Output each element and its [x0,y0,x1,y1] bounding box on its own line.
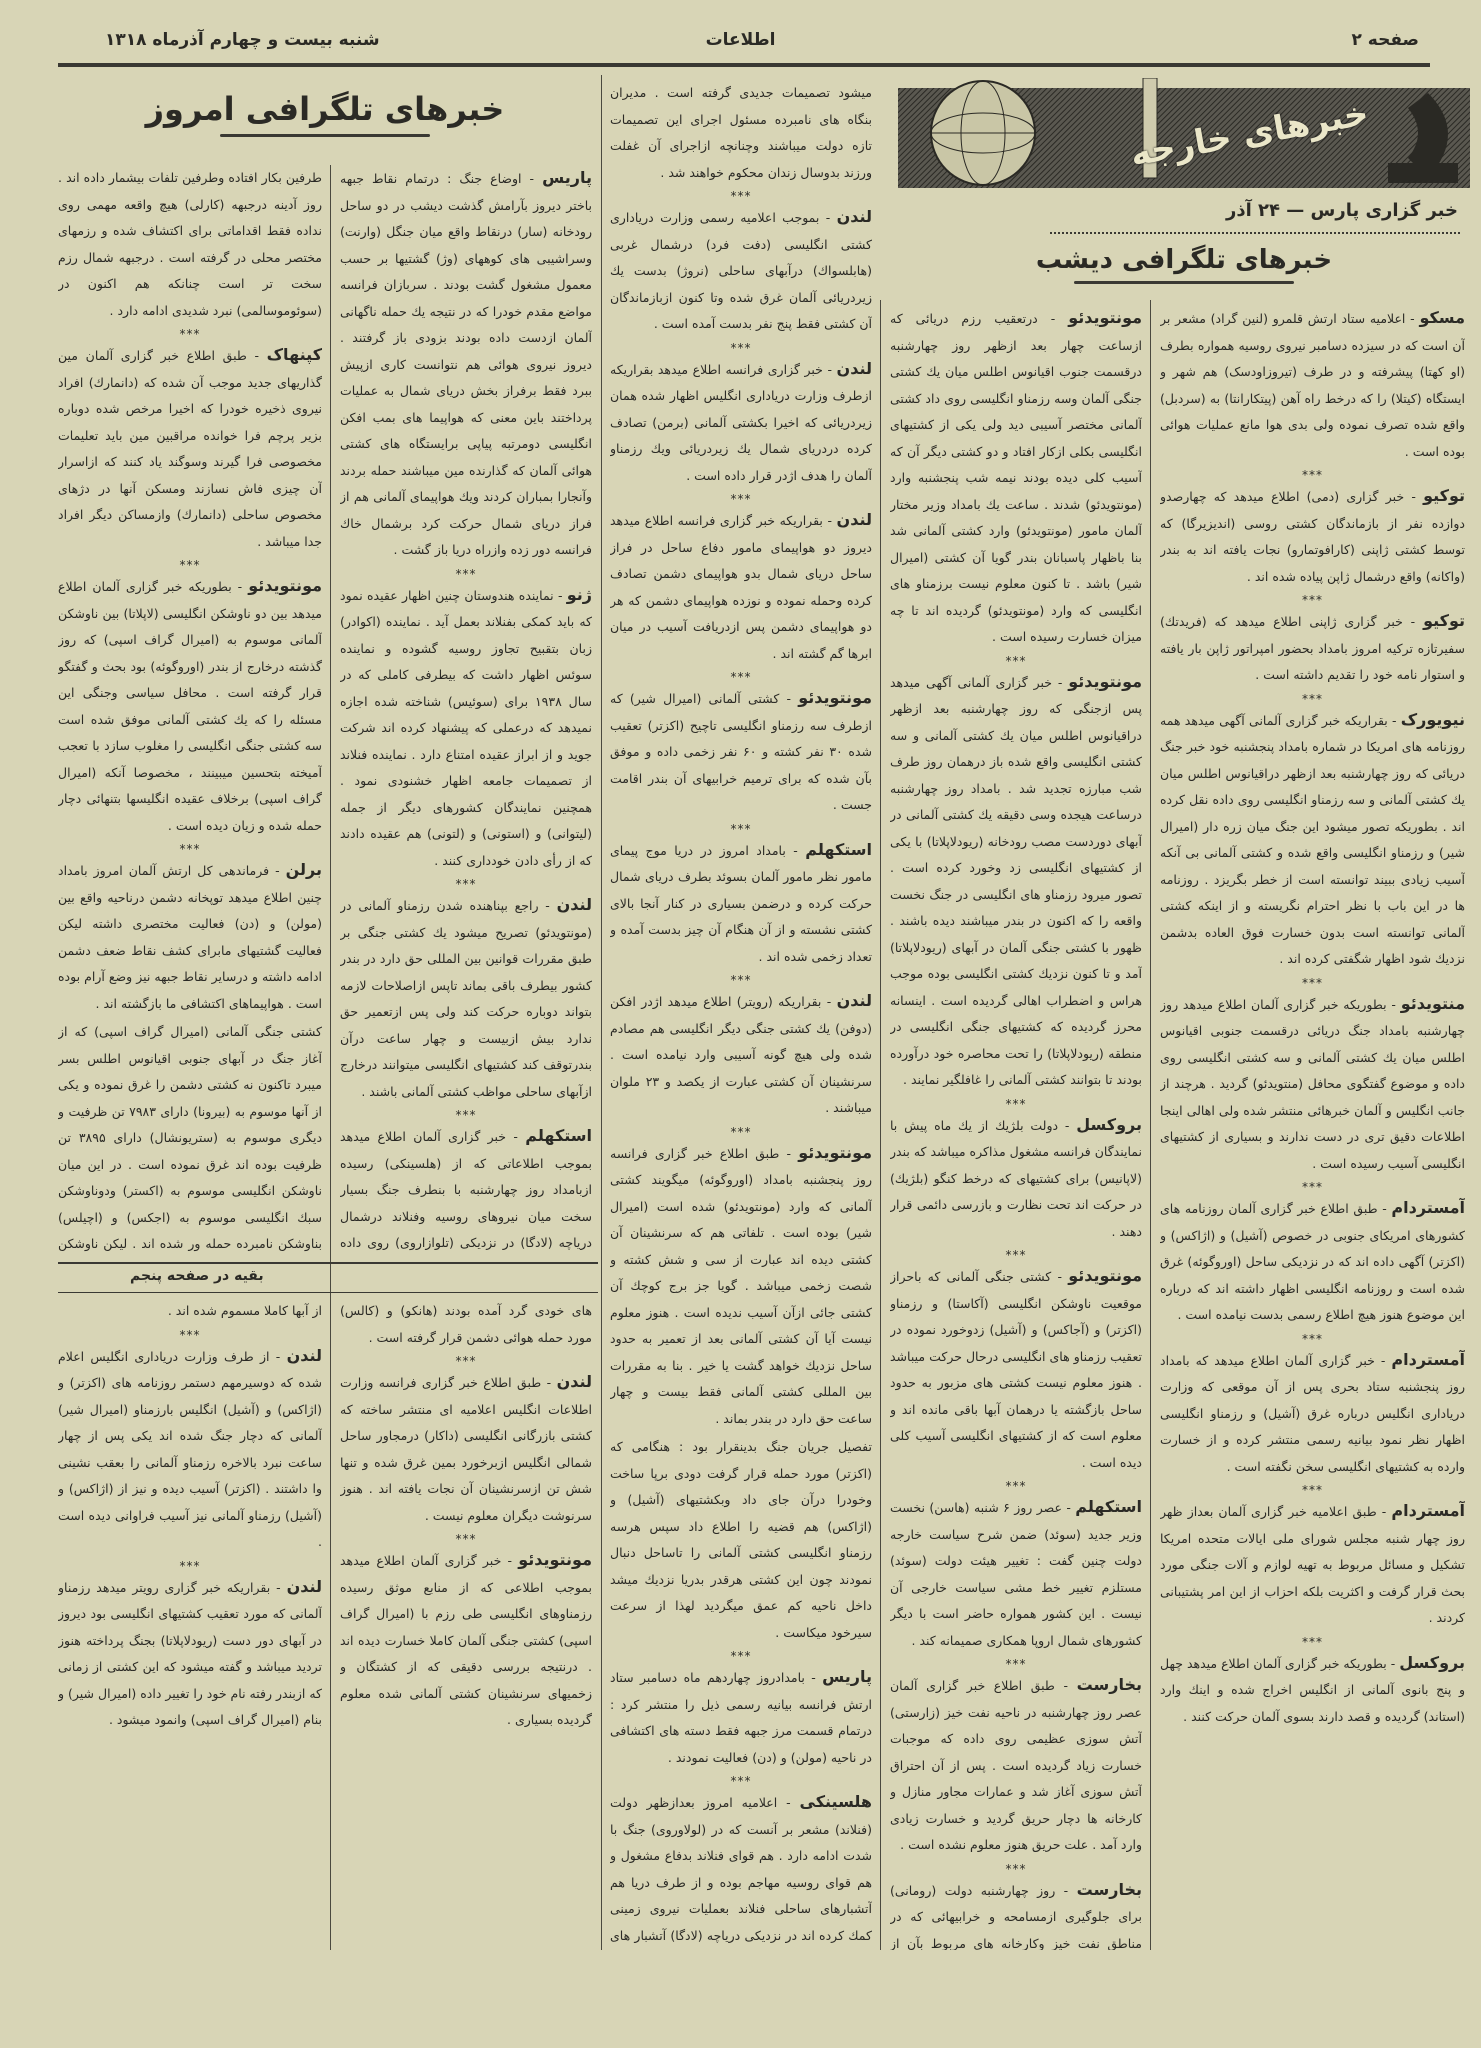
article-dateline: مونتویدئو [798,1142,872,1162]
article-dateline: مونتویدئو [1068,671,1142,691]
article-separator: *** [730,189,752,203]
news-article [1160,483,1465,590]
headline-ornament [220,134,430,137]
issue-date: شنبه بیست و چهارم آذرماه ۱۳۱۸ [105,30,380,50]
banner-title: خبرهای خارجه [1127,93,1372,175]
article-separator: *** [730,340,752,355]
column-b [890,305,1142,1950]
article-separator: *** [730,1124,752,1139]
article-separator: *** [179,327,201,341]
article-dateline: استکهلم [805,839,872,859]
article-separator: *** [1302,468,1323,482]
article-body: - نماینده هندوستان چنین اظهار عقیده نمود که باید کمکی بفنلاند بعمل آید . نماینده (اکوادر) زبان بتقبیح تجاوز روسیه گشوده و نماینده سوئس اظهار داشت که بیطرفی کاملی که در سال ۱۹۳۸ برای (سوئیس) شناخته شده اجازه نمیدهد که درعملی که پیشنهاد کرده اند شرکت جوید و از ابراز عقیده امتناع دارد . نماینده فنلاند از تصمیمات جامعه اظهار خشنودی نمود . همچنین نمایندگان کشورهای دیگر از جمله (لیتوانی) و (استونی) و (لتونی) هم عقیده دادند که از رأی دادن خودداری کنند . [340,587,592,868]
article-dateline: پاریس [822,1667,872,1686]
news-article [890,1494,1142,1654]
article-dateline: مونتویدئو [1068,308,1142,327]
article-separator: *** [455,1108,477,1122]
news-article [340,165,592,564]
news-article [58,573,322,839]
news-article [610,988,872,1122]
news-article [890,1672,1142,1859]
article-body: - بطوریکه خبر گزاری آلمان اطلاع میدهد روز چهارشنبه بامداد جنگ دریائی درقسمت جنوبی اقیانوس اطلس میان یك کشتی آلمانی و سه کشتی انگلیسی روی داده و موضوع گفتگوی محافل (منتویدئو) گردید . هرچند از جانب انگلیس و آلمان خبرهائی منتشر شده ولی اهالی اینجا اطلاعات دقیق تری در دست ندارند و بسیاری از کشتیهای انگلیسی آسیب رسیده است . [1160,996,1465,1171]
headline-text: خبرهای تلگرافی دیشب [1035,245,1333,275]
column-d-bottom [340,1298,592,1948]
article-body: - خبر گزاری آلمانی آگهی میدهد پس ازجنگی که روز چهارشنبه بعد ازظهر دراقیانوس اطلس میان یك کشتی آلمانی و سه کشتی انگلیسی واقع شده باز درهمان روز طرف شب مبارزه تجدید شد . بامداد روز چهارشنبه درساعت هیجده وسی دقیقه یك کشتی آلمانی در آبهای دوردست مصب رودخانه (ریودلاپلاتا) با یکی از کشتیهای انگلیسی زد وخورد کرده است . تصور میرود رزمناو های انگلیسی در جنگ نخست واقعه را که اکنون در بندر میباشند دیده باشند . ظهور با کشتی جنگی آلمان در آبهای (ریودلاپلاتا) آمد و تا کنون نزدیك کشتی انگلیسی بوده موجب هراس و اضطراب اهالی گردیده است . اینسانه محرز گردیده که کشتیهای جنگی انگلیسی در منطقه (ریودلاپلاتا) را تحت محاصره خود درآورده بودند تا بتوانند کشتی آلمانی را غافلگیر نمایند . [890,674,1142,1087]
news-article [340,1369,592,1529]
article-dateline: بروکسل [1076,1114,1142,1134]
article-body: - کشتی آلمانی (امیرال شیر) که ازطرف سه رزمناو انگلیسی تاچیح (اکزتر) تعقیب شده ۳۰ نفر کشته و ۶۰ نفر زخمی داده و موفق بآن شده که برای ترمیم خرابیهای آن بندر اقامت جست . [610,691,872,812]
news-article [610,204,872,338]
article-body: - فرماندهی کل ارتش آلمان امروز بامداد چنین اطلاع میدهد توپخانه دشمن درناحیه واقع بین (مولن) و (دن) فعالیت مختصری داشته لیکن فعالیت گشتیهای مابرای کشف نقاط ضعف دشمن ادامه داشته و درسایر نقاط جبهه نیز وضع آرام بوده است . هواپیماهای اکتشافی ما بازگشته اند . [58,863,322,1011]
article-body: - از طرف وزارت دریاداری انگلیس اعلام شده که دوسیرمهم دستمر روزنامه های (اکزتر) و (اژاکس) و (آشیل) انگلیس بارزمناو (امیرال شیر) آلمانی که دچار جنگ شده اند یکی پس از چهار ساعت نبرد بالاخره رزمناو آلمانی را بعقب نشینی وا داشتند . (اکزتر) آسیب دیده و نیز از (اژاکس) و (آشیل) رزمناو آلمانی نیز آسیب فراوانی دیده است . [58,1348,322,1549]
article-separator: *** [730,821,752,836]
article-dateline: آمستردام [1391,1501,1465,1520]
article-body: - بطوریکه خبر گزاری آلمان اطلاع میدهد چهل و پنج بانوی آلمانی از انگلیس اخراج شده و اینك وارد (استاند) گردیده و قصد دارند بسوی آلمان حرکت کنند . [1160,1655,1465,1724]
article-dateline: نیویورک [1400,709,1465,729]
article-dateline: لندن [556,895,592,914]
article-body: - طبق اطلاع خبر گزاری فرانسه وزارت اطلاعات انگلیس اعلامیه ای منتشر ساخته که کشتی بازرگانی انگلیسی (داکار) درمجاور ساحل شمالی انگلیس ازبرخورد بمین غرق شده و تنها شش تن ازسرنشینان آن نجات یافته اند . هنوز سرنوشت دیگران معلوم نیست . [340,1375,592,1523]
article-body: - بقراریکه خبر گزاری رویتر میدهد رزمناو آلمانی که مورد تعقیب کشتیهای انگلیسی بود دیروز در آبهای دور دست (ریودلاپلاتا) بجنگ پرداخته هنوز تردید میباشد و گفته میشود که این کشتی از زمانی که ازبندر رفته نام خود را تغییر داده (امیرال شیر) و بنام (امیرال گراف اسپی) وانمود میشود . [58,1579,322,1727]
article-separator: *** [455,1532,477,1546]
news-article [1160,305,1465,465]
news-article [1160,1498,1465,1632]
article-dateline: هلسینکی [799,1792,872,1811]
article-dateline: بخارست [1076,1675,1142,1694]
news-article [58,1343,322,1556]
article-body: - خبر گزاری ژاپنی اطلاع میدهد که (فریدتك) سفیرتازه ترکیه امروز بامداد بحضور امپراتور ژاپن بار یافته و استوار نامه خود را تقدیم داشته است . [1160,614,1465,682]
article-separator: *** [730,492,752,506]
headline-ornament [1074,281,1294,284]
article-separator: *** [179,558,201,572]
news-article [1160,1650,1465,1731]
article-body: - طبق اعلامیه خبر گزاری آلمان بعداز ظهر روز چهار شنبه مجلس شورای ملی ایالات متحده امریکا تشکیل و مسائل مربوط به تهیه لوازم و آلات جنگی مورد بحث قرار گرفت و اکثریت بلکه احزاب از این امر پشتیبانی کردند . [1160,1504,1465,1625]
article-separator: *** [179,842,201,856]
news-article [58,1019,322,1255]
news-article [1160,1347,1465,1481]
newspaper-name: اطلاعات [705,30,776,50]
news-article [58,165,322,324]
column-d-top [340,165,592,1255]
article-dateline: لندن [836,991,872,1010]
article-dateline: ژنو [566,584,592,604]
article-separator: *** [1302,1634,1323,1649]
article-dateline: لندن [556,1372,592,1391]
article-body: - بقراریکه خبر گزاری فرانسه اطلاع میدهد دیروز دو هواپیمای مامور دفاع ساحل در فراز ساحل دریای شمال بدو هواپیمای دشمن تصادف کرده وحمله نموده و نوزده هواپیمای دشمن که هر دو هواپیمای دشمن پس ازدریافت آسیب در میان ابرها گم گشته اند . [610,513,872,661]
article-separator: *** [455,877,477,891]
article-separator: *** [179,1558,201,1573]
article-separator: *** [1005,1096,1027,1111]
section-rule [58,1292,598,1293]
column-divider [1150,300,1151,1950]
article-body: - روز چهارشنبه دولت (رومانی) برای جلوگیری ازمسامحه و خرابیهائی که در مناطق نفت خیز وکارخانه های مربوط بآن از [890,1882,1142,1950]
article-body: - طبق اطلاع خبر گزاری آلمان روزنامه های کشورهای امریکای جنوبی در خصوص (آشیل) و (اژاکس) و (اکزتر) آگهی داده اند که در نزدیکی ساحل (اوروگوئه) غرق شده است و روزنامه انگلیسی اظهار داشته اند که درباره این موضوع هنوز هیچ اطلاع رسمی بدست نیامده است . [1160,1201,1465,1322]
article-dateline: مونتویدئو [798,688,872,707]
news-article [1160,1195,1465,1329]
article-body: - طبق اطلاع خبر گزاری آلمان عصر روز چهارشنبه در ناحیه نفت خیز (زارستی) آتش سوزی عظیمی روی داده که موجبات خسارت زیاد گردیده است . پس از آن احتراق آتش سوزی آغاز شد و عمارات مجاور منازل و کارخانه ها دچار حریق گردید و خسارت زیادی وارد آمد . علت حریق هنوز معلوم نشده است . [890,1678,1142,1852]
article-separator: *** [1005,1248,1027,1262]
article-body: طرفین بکار افتاده وطرفین تلفات بیشمار داده اند . روز آدینه درجبهه (کارلی) هیچ واقعه مهمی روی نداده فقط اقداماتی برای اکتشاف شده و رزمهای مختصر محلی در گرفته است . درجبهه شمال رزم سخت تر است چنانکه هم اکنون در (سوئوموسالمی) نبرد شدیدی ادامه دارد . [58,170,322,318]
article-dateline: لندن [836,207,872,226]
article-body: - طبق اطلاع خبر گزاری فرانسه روز پنجشنبه بامداد (اوروگوئه) میگویند کشتی آلمانی که وارد (مونتویدئو) شده است (امیرال شیر) بوده است . تلفاتی هم که سرنشینان آن کشتی دیده اند عبارت از سی و شش کشته و شصت زخمی میباشد . گویا جز برج کوچك آن کشتی جائی ازآن آسیب ندیده است . هنوز معلوم نیست آیا آن کشتی آلمانی بعد از تعمیر به حدود ساحل نزدیك خواهد گشت یا خیر . بنا به مقررات بین المللی کشتی آلمانی فقط بیست و چهار ساعت حق دارد در بندر بماند . [610,1145,872,1426]
article-separator: *** [455,566,477,581]
article-body: کشتی جنگی آلمانی (امیرال گراف اسپی) که از آغاز جنگ در آبهای جنوبی اقیانوس اطلس بسر میبرد تاکنون نه کشتی دشمن را غرق نموده و یکی از آنها موسوم به (بیرونا) دارای ۷۹۸۳ تن ظرفیت و دیگری موسوم به (ستریونشال) دارای ۳۸۹۵ تن ظرفیت بوده اند غرق نموده است . در این میان ناوشکن انگلیسی موسوم به (اکستر) ودوناوشکن سبك انگلیسی موسوم به (اجکس) و (اچیلس) بناوشکن نامبرده حمله ور شده اند . لیکن ناوشکن [58,1024,322,1251]
article-dateline: مونتویدئو [248,576,322,595]
headline-text: خبرهای تلگرافی امروز [145,90,505,128]
news-article [340,892,592,1105]
article-dateline: بروکسل [1399,1652,1465,1672]
article-body: - بموجب اعلامیه رسمی وزارت دریاداری کشتی انگلیسی (دفت فرد) درشمال غربی (هابلسواك) درآبهای ساحلی (نروژ) بدست یك زیردریائی آلمان غرق شده وتا کنون ازبازماندگان آن کشتی فقط پنج نفر بدست آمده است . [610,210,872,331]
article-dateline: توکیو [1423,611,1465,630]
news-article [340,1547,592,1734]
article-separator: *** [1302,1331,1323,1346]
article-body: - بامداد امروز در دریا موج پیمای مامور نظر مامور آلمان بسوئد بطرف دریای شمال حرکت کرده و درضمن بسیاری در کنار آنجا بالای کشتی نشسته و از آن هنگام آن چیز بدست آمده و تعداد زخمی شده اند . [610,842,872,964]
article-dateline: کپنهاک [266,345,322,364]
article-body: - عصر روز ۶ شنبه (هاسن) نخست وزیر جدید (سوئد) ضمن شرح سیاست خارجه دولت چنین گفت : تغییر هیئت دولت (سوئد) مستلزم تغییر خط مشی سیاست خارجی آن نیست . این کشور همواره حاضر است با دیگر کشورهای شمال اروپا همکاری صمیمانه کند . [890,1500,1142,1648]
article-body: - کشتی جنگی آلمانی که باحراز موقعیت ناوشکن انگلیسی (آکاستا) و رزمناو (اکزتر) و (آجاکس) و (آشیل) زدوخورد نموده در تعقیب رزمناو های انگلیسی درحال حرکت میباشد . هنوز معلوم نیست کشتی های مزبور به حدود ساحل بازگشته یا درهمان آبها باقی مانده اند و معلوم است که از کشتیهای انگلیسی آسیب کلی دیده است . [890,1269,1142,1470]
news-article [1160,707,1465,973]
column-a [1160,305,1465,1950]
news-article [610,356,872,490]
article-body: از آبها کاملا مسموم شده اند . [167,1303,322,1318]
article-body: - خبر گزاری آلمان اطلاع میدهد بموجب اطلاعاتی که از (هلسینکی) رسیده ازبامداد روز چهارشنبه با بنطرف جنگ بسیار سخت میان نیروهای روسیه وفنلاند درشمال دریاچه (لادگا) در نزدیکی (تلوازاروی) روی داده [340,1129,592,1250]
article-separator: *** [1302,593,1323,607]
article-separator: *** [179,1327,201,1342]
news-article [610,837,872,971]
foreign-news-banner [898,78,1470,190]
article-body: میشود تصمیمات جدیدی گرفته است . مدیران بنگاه های نامبرده مسئول اجرای این تصمیمات تازه دولت میباشند وچنانچه ازاجرای آن غفلت ورزند بدوسال زندان محکوم خواهند شد . [610,85,872,180]
article-dateline: آمستردام [1391,1198,1465,1217]
column-e-bottom [58,1298,322,1948]
article-separator: *** [1005,1479,1027,1493]
foreign-news-headline [898,245,1470,284]
dotted-rule [1050,232,1460,234]
article-dateline: منتویدئو [1400,993,1465,1013]
article-dateline: مونتویدئو [1068,1266,1142,1285]
news-article [58,1298,322,1325]
article-separator: *** [1302,975,1323,990]
article-body: - اعلامیه امروز بعدازظهر دولت (فنلاند) مشعر بر آنست که در (لولاوروی) جنگ با شدت ادامه دارد . هم قوای فنلاند بدفاع مشغول و هم قوای روسیه مهاجم بوده و از طرف دریا هم آتشبارهای ساحلی فنلاند بعملیات نیروی زمینی کمك کرده اند در نزدیکی دریاچه (لادگا) آتشبار های [610,1795,872,1943]
news-article [890,1877,1142,1951]
news-article [610,1140,872,1433]
article-dateline: استکهلم [1075,1497,1142,1516]
article-dateline: مسکو [1419,308,1465,327]
article-body: - اعلامیه ستاد ارتش قلمرو (لنین گراد) مشعر بر آن است که در سیزده دسامبر نیروی روسیه همواره بطرف (او کهتا) پیشرفته و در طرف (تیروزاودسک) هم شهر و ایستگاه (کیتلا) را که درخط راه آهن (پیتکارانتا) به (سردبل) واقع شده تصرف نموده ولی بدی هوا مانع عملیات هوائی بوده است . [1160,311,1465,459]
article-dateline: پاریس [542,168,592,187]
article-dateline: بخارست [1076,1879,1142,1899]
article-dateline: لندن [286,1576,322,1596]
article-separator: *** [730,670,752,684]
article-separator: *** [455,1354,477,1368]
article-separator: *** [730,1774,752,1788]
agency-line: خبر گزاری پارس — ۲۴ آذر [1225,200,1458,221]
column-c [610,80,872,1950]
article-body: - خبر گزاری (دمی) اطلاع میدهد که چهارصدو دوازده نفر از بازماندگان کشتی روسی (اندیزیرگا) که توسط کشتی ژاپنی (کارافوتمارو) نجات یافته اند به بندر (واکانه) واقع درشمال ژاپن پیاده شده اند . [1160,489,1465,584]
news-article [610,80,872,186]
section-rule [58,1262,598,1264]
news-article [340,1298,592,1351]
news-article [610,1789,872,1950]
news-article [1160,991,1465,1178]
column-divider [330,165,331,1950]
article-separator: *** [730,973,752,987]
news-article [58,342,322,555]
news-article [890,1112,1142,1246]
column-divider [880,300,881,1950]
article-body: های خودی گرد آمده بودند (هانکو) و (کالس) مورد حمله هوائی دشمن قرار گرفته است . [340,1303,592,1345]
article-separator: *** [1005,653,1027,668]
news-article [340,582,592,875]
article-body: - بطوریکه خبر گزاری آلمان اطلاع میدهد بین دو ناوشکن انگلیسی (لاپلاتا) بین ناوشکن آلمانی موسوم به (امیرال گراف اسپی) که روز گذشته درخارج از بندر (اوروگوئه) بود بحث و گفتگو قرار گرفته است . محافل سیاسی وجنگی این مسئله را که یك کشتی آلمانی موفق شده است سه کشتی جنگی انگلیسی را مغلوب سازد با تعجب آمیخته بتحسین میبینند ، مخصوصا آنکه (امیرال گراف اسپی) برخلاف عقیده انگلیسها بتنهائی دچار حمله شده و زیان دیده است . [58,579,322,833]
article-dateline: برلن [285,860,322,879]
news-article [58,857,322,1017]
news-article [890,305,1142,651]
news-article [610,685,872,819]
column-e-top [58,165,322,1255]
news-article [610,1434,872,1646]
news-article [610,507,872,667]
article-separator: *** [1005,1657,1027,1671]
article-separator: *** [1005,1861,1027,1876]
article-body: - خبر گزاری فرانسه اطلاع میدهد بقراریکه ازطرف وزارت دریاداری انگلیس اظهار شده همان زیردریائی که اخیرا بکشتی آلمانی (برمن) تصادف کرده دردریای شمال یك زیردریائی ویك رزمناو آلمان را هدف اژدر قرار داده است . [610,361,872,483]
article-dateline: مونتویدئو [518,1550,592,1569]
article-body: - بامدادروز چهاردهم ماه دسامبر ستاد ارتش فرانسه بیانیه رسمی ذیل را منتشر کرد : درتمام قسمت مرز جبهه فقط دسته های اکتشافی در ناحیه (مولن) و (دن) فعالیت نمودند . [610,1670,872,1765]
article-dateline: آمستردام [1391,1349,1465,1369]
news-article [340,1123,592,1255]
news-article [58,1574,322,1734]
news-article [890,1263,1142,1476]
article-dateline: استکهلم [525,1126,592,1145]
news-article [890,669,1142,1094]
article-separator: *** [1302,1483,1323,1497]
article-separator: *** [1302,1180,1323,1194]
article-dateline: لندن [836,358,872,378]
news-article [1160,608,1465,689]
continued-note: بقیه در صفحه پنجم [130,1268,264,1284]
article-body: - خبر گزاری آلمان اطلاع میدهد که بامداد روز پنجشنبه ستاد بحری پس از آن موقعی که وزارت دریاداری انگلیس درباره غرق (آشیل) و رزمناو انگلیسی اظهار نظر نمود بیانیه رسمی منتشر کرده و از خسارت وارده به کشتیهای انگلیسی سخن نگفته است . [1160,1352,1465,1474]
today-news-headline [55,90,595,137]
article-dateline: لندن [836,510,872,529]
article-separator: *** [730,1649,752,1663]
article-body: - بقراریکه خبر گزاری آلمانی آگهی میدهد همه روزنامه های امریکا در شماره بامداد پنجشنبه خود خبر جنگ دریائی که روز چهارشنبه بعد ازظهر دراقیانوس اطلس میان یك کشتی آلمانی و سه رزمناو انگلیسی روی داده نقل کرده اند . بطوریکه تصور میشود این جنگ میان زره دار (امیرال شیر) و رزمناو انگلیسی واقع شده و کشتی آلمانی بی آنکه آسیب زیادی ببیند توانسته است از خطر بگریزد . روزنامه ها در این باب با نظر احترام نگریسته و از اینکه کشتی آلمانی توانسته است بدون خسارت فوق العاده بدشمن نزدیك شود اظهار شگفتی کرده اند . [1160,712,1465,966]
article-dateline: توکیو [1423,486,1465,505]
column-divider [601,75,602,1950]
article-body: - بقراریکه (رویتر) اطلاع میدهد اژدر افکن (دوفن) یك کشتی جنگی دیگر انگلیسی هم مصادم شده ولی هیچ گونه آسیبی وارد نیامده است . سرنشینان آن کشتی عبارت از یکصد و ۲۳ ملوان میباشند . [610,994,872,1115]
masthead-rule [58,63,1430,67]
article-body: - طبق اطلاع خبر گزاری آلمان مین گذاریهای جدید موجب آن شده که (دانمارك) افراد نیروی ذخیره خودرا که اخیرا مرخص شده دوباره بزیر پرچم فرا خوانده مراقبین مین باید تعلیمات مخصوصی فرا گیرند وسوگند یاد کنند که ازاسرار آن چیزی فاش نسازند ومسکن آنها در دژهای مخصوص ساحلی (دانمارك) وازمساکن دیگر افراد جدا میباشد . [58,348,322,549]
article-body: - راجع بپناهنده شدن رزمناو آلمانی در (مونتویدئو) تصریح میشود یك کشتی جنگی بر طبق مقررات قوانین بین المللی حق دارد در بندر کشور بیطرف باقی بماند تاپس ازاصلاحات لازمه بتواند دوباره حرکت کند ولی پس ازتعمیر حق ندارد بیش ازبیست و چهار ساعت درآن بندرتوقف کند کشتیهای انگلیسی میتوانند درخارج ازآبهای ساحلی مواظب کشتی آلمانی باشند . [340,898,592,1099]
news-article [610,1664,872,1771]
article-body: تفصیل جریان جنگ بدینقرار بود : هنگامی که (اکزتر) مورد حمله قرار گرفت دودی برپا ساخت وخودرا درآن جای داد وبکشتیهای (آشیل) و (اژاکس) هم قضیه را اطلاع داد سپس هرسه رزمناو انگلیسی کشتی آلمانی را تاساحل دنبال نمودند چون این کشتی هرقدر بدریا نزدیك میشد داخل ناحیه کم عمق میگردید لهذا از سرعت سیرخود میکاست . [610,1439,872,1640]
article-body: - اوضاع جنگ : درتمام نقاط جبهه باختر دیروز بآرامش گذشت دیشب در دو ساحل رودخانه (سار) درنقاط واقع میان جنگل (وارنت) وسراشیبی های کوههای (وژ) گشتیها بر حسب معمول مشغول گشت بودند . سربازان فرانسه مواضع مقدم خودرا که در نتیجه یك حمله ناگهانی آلمان ازدست داده بودند بزودی باز گرفتند . دیروز نیروی هوائی هم نتوانست کاری ازپیش ببرد فقط برفراز بخش دریای شمال به عملیات پرداختند باین معنی که هواپیما های بمب افکن انگلیسی دومرتبه پیاپی برایستگاه های کشتی هوائی آلمان که گذارنده مین میباشند حمله بردند وآنجارا بمباران کردند ویك هواپیمای آلمانی هم از فراز دریای شمال حرکت کرد برشمال خاك فرانسه دور زده وازراه دریا باز گشت . [340,171,592,557]
article-body: - دولت بلژیك از یك ماه پیش با نمایندگان فرانسه مشغول مذاکره میباشد که بندر (لاپانیس) برای کشتیهای که درخط کنگو (بلژیك) در حرکت اند تحت نظارت و بازرسی دائمی قرار دهند . [890,1117,1142,1239]
article-body: - خبر گزاری آلمان اطلاع میدهد بموجب اطلاعی که از منابع موثق رسیده رزمناوهای انگلیسی طی رزم با (امیرال گراف اسپی) کشتی جنگی آلمان کاملا خسارت دیده اند . درنتیجه بررسی دقیقی که از کشتگان و زخمیهای سرنشینان کشتی آلمانی شده معلوم گردیده بسیاری . [340,1553,592,1727]
article-dateline: لندن [286,1345,322,1365]
article-body: - درتعقیب رزم دریائی که ازساعت چهار بعد ازظهر روز چهارشنبه درقسمت جنوب اقیانوس اطلس میان یك کشتی جنگی آلمان وسه رزمناو انگلیسی روی داد کشتی آلمانی مختصر آسیبی دید ولی یکی از کشتیهای انگلیسی بکلی ازکار افتاد و دو کشتی دیگر آن که آسیب کلی دیده بودند نیمه شب پنجشنبه وارد (مونتویدئو) شدند . ساعت یك بامداد وزیر مختار آلمان مامور (مونتویدئو) وارد کشتی آلمانی شد بنا باظهار پاسبانان بندر گویا آن کشتی (امیرال شیر) باشد . تا کنون معلوم نیست برزمناو های انگلیسی که وارد (مونتویدئو) گردیده اند تا چه میزان خسارت رسیده است . [890,311,1142,644]
article-separator: *** [1302,691,1323,706]
page-number: صفحه ۲ [1351,30,1419,50]
